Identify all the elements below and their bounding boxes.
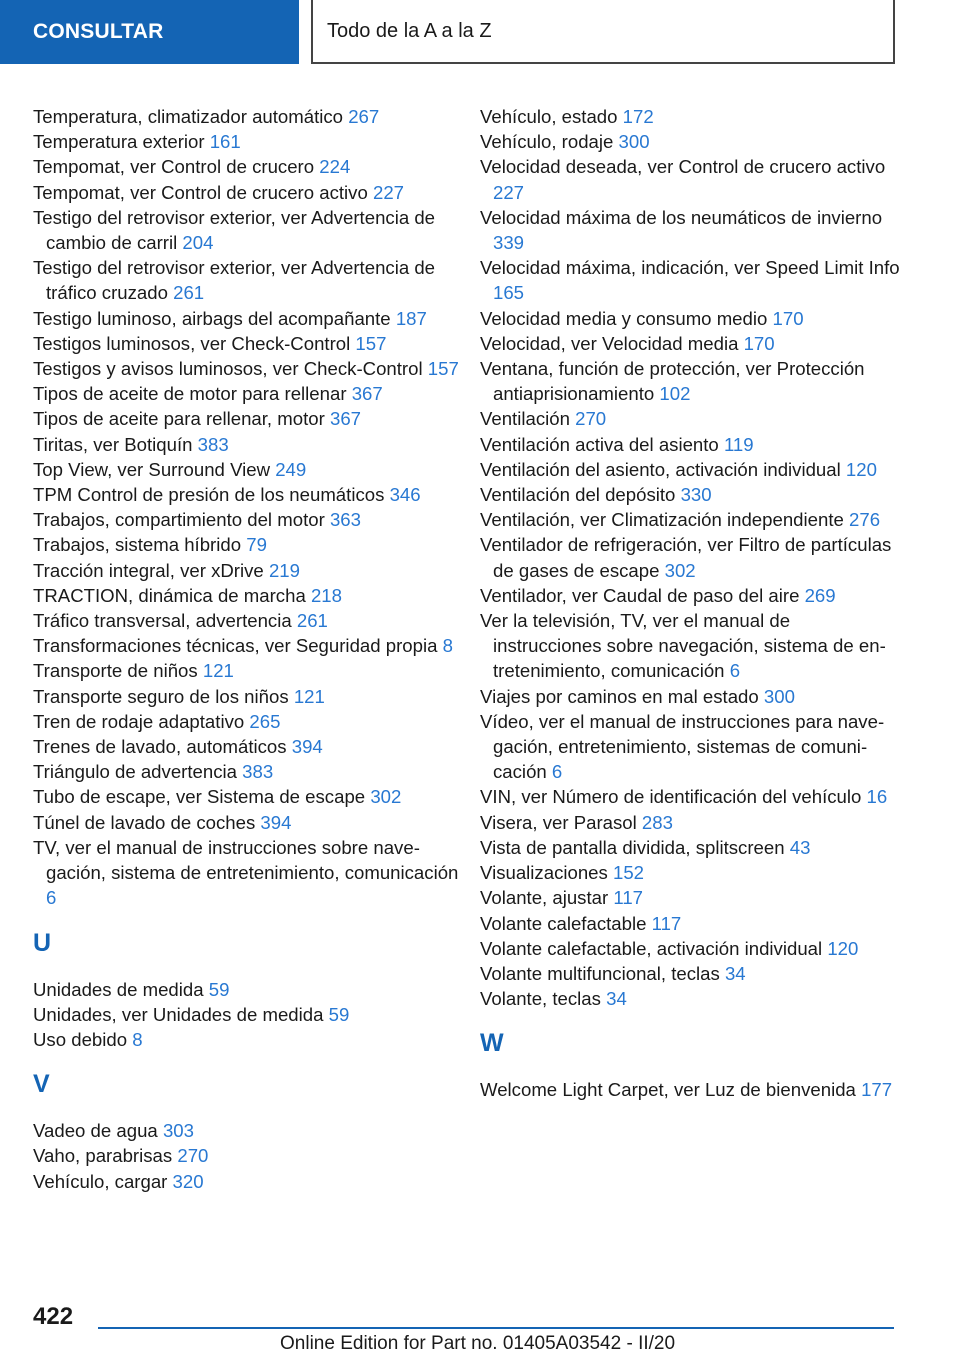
page-reference-link[interactable]: 43 bbox=[789, 836, 811, 858]
index-entry bbox=[33, 684, 463, 709]
index-entry bbox=[480, 911, 900, 936]
index-entry-text: Tempomat, ver Control de crucero bbox=[33, 156, 315, 178]
page-reference-link[interactable]: 117 bbox=[651, 912, 682, 934]
index-entry-text: Ventilador, ver Caudal de paso del aire bbox=[480, 584, 800, 606]
index-entry-text: Velocidad media y consumo medio bbox=[480, 307, 768, 329]
page-reference-link[interactable]: 267 bbox=[348, 106, 380, 127]
index-entry-text: Transporte seguro de los niños bbox=[33, 685, 289, 707]
index-entry-text: Trabajos, sistema híbrido bbox=[33, 534, 242, 556]
index-entry bbox=[33, 255, 463, 305]
index-entry-text: Vídeo, ver el manual de instrucciones para navegación, entretenimiento, sistemas de comunicación bbox=[480, 710, 885, 783]
index-entry bbox=[33, 558, 463, 583]
index-entry-text: Top View, ver Surround View bbox=[33, 458, 271, 480]
index-entry bbox=[480, 684, 900, 709]
page-reference-link[interactable]: 117 bbox=[613, 887, 644, 909]
index-entry-text: Vadeo de agua bbox=[33, 1120, 158, 1142]
index-entry bbox=[33, 835, 463, 911]
index-entry bbox=[33, 1143, 463, 1168]
index-entry bbox=[33, 658, 463, 683]
page-reference-link[interactable]: 261 bbox=[296, 610, 328, 632]
index-entry bbox=[480, 154, 900, 204]
index-entry bbox=[480, 936, 900, 961]
page-reference-link[interactable]: 302 bbox=[664, 559, 696, 581]
page-reference-link[interactable]: 367 bbox=[351, 383, 383, 405]
index-entry-text: Vista de pantalla dividida, splitscreen bbox=[480, 836, 785, 858]
index-entry-text: Tipos de aceite para rellenar, motor bbox=[33, 408, 325, 430]
page-reference-link[interactable]: 218 bbox=[310, 584, 342, 606]
page-reference-link[interactable]: 339 bbox=[493, 232, 525, 254]
index-entry bbox=[33, 129, 463, 154]
index-entry bbox=[33, 810, 463, 835]
index-entry bbox=[480, 532, 900, 582]
page-reference-link[interactable]: 6 bbox=[729, 660, 741, 682]
index-entry bbox=[33, 356, 463, 381]
index-entry bbox=[480, 860, 900, 885]
page-reference-link[interactable]: 8 bbox=[132, 1028, 143, 1050]
index-entry bbox=[33, 507, 463, 532]
index-entry-text: Vaho, parabrisas bbox=[33, 1145, 173, 1167]
index-entry-text: Tubo de escape, ver Sistema de escape bbox=[33, 786, 366, 808]
footer-divider bbox=[98, 1327, 894, 1329]
index-entry bbox=[480, 104, 900, 129]
page-reference-link[interactable]: 363 bbox=[329, 509, 361, 531]
page-reference-link[interactable]: 204 bbox=[182, 232, 214, 254]
index-entry-text: Visualizaciones bbox=[480, 862, 608, 884]
index-entry bbox=[33, 583, 463, 608]
index-entry-text: Welcome Light Carpet, ver Luz de bienvenida bbox=[480, 1079, 856, 1101]
index-entry bbox=[480, 331, 900, 356]
page-reference-link[interactable]: 177 bbox=[861, 1079, 893, 1101]
index-entry-text: Ver la televisión, TV, ver el manual de instrucciones sobre navegación, sistema de entretenimiento, comunicación bbox=[480, 610, 886, 682]
page-reference-link[interactable]: 394 bbox=[291, 736, 323, 758]
index-entry bbox=[480, 961, 900, 986]
index-entry bbox=[480, 583, 900, 608]
page-reference-link[interactable]: 170 bbox=[772, 307, 804, 329]
index-entry bbox=[480, 457, 900, 482]
page-reference-link[interactable]: 346 bbox=[389, 484, 421, 506]
index-entry-text: Visera, ver Parasol bbox=[480, 811, 637, 833]
index-entry-text: Testigos luminosos, ver Check-Control bbox=[33, 332, 351, 354]
page-reference-link[interactable]: 261 bbox=[173, 282, 205, 304]
page-reference-link[interactable]: 34 bbox=[606, 988, 627, 1010]
index-entry bbox=[33, 154, 463, 179]
page-reference-link[interactable]: 165 bbox=[493, 282, 525, 304]
index-entry bbox=[33, 1002, 463, 1027]
index-entry-text: Volante calefactable bbox=[480, 912, 647, 934]
page-reference-link[interactable]: 59 bbox=[328, 1003, 350, 1025]
page-reference-link[interactable]: 394 bbox=[260, 811, 292, 833]
page-reference-link[interactable]: 161 bbox=[209, 131, 241, 153]
index-entry-text: Triángulo de advertencia bbox=[33, 761, 237, 783]
footer-edition: Online Edition for Part no. 01405A03542 - II/20 bbox=[280, 1333, 676, 1354]
index-entry bbox=[480, 129, 900, 154]
chapter-title: Todo de la A a la Z bbox=[327, 19, 492, 42]
section-title: CONSULTAR bbox=[33, 20, 164, 43]
index-entry-text: Túnel de lavado de coches bbox=[33, 811, 256, 833]
page-reference-link[interactable]: 224 bbox=[319, 156, 351, 178]
page-reference-link[interactable]: 227 bbox=[373, 181, 405, 203]
index-entry-text: TRACTION, dinámica de marcha bbox=[33, 584, 306, 606]
index-entry-text: Ventilador de refrigeración, ver Filtro de partículas de gases de escape bbox=[480, 534, 892, 581]
index-entry bbox=[33, 381, 463, 406]
page-reference-link[interactable]: 367 bbox=[329, 408, 362, 430]
index-entry-text: Viajes por caminos en mal estado bbox=[480, 685, 759, 707]
index-entry-text: Volante multifuncional, teclas bbox=[480, 962, 720, 984]
index-entry bbox=[33, 205, 463, 255]
page-reference-link[interactable]: 8 bbox=[442, 635, 453, 657]
page-reference-link[interactable]: 303 bbox=[162, 1120, 194, 1142]
index-entry bbox=[33, 104, 463, 129]
index-entry-text: Testigo luminoso, airbags del acompañante bbox=[33, 307, 391, 329]
page-reference-link[interactable]: 157 bbox=[355, 332, 387, 354]
index-entry bbox=[33, 331, 463, 356]
index-entry-text: Tráfico transversal, advertencia bbox=[33, 610, 292, 632]
page-reference-link[interactable]: 16 bbox=[866, 786, 888, 808]
index-entry-text: Ventana, función de protección, ver Protección antiaprisionamiento bbox=[480, 358, 865, 405]
index-entry bbox=[480, 885, 900, 910]
index-entry-text: Ventilación activa del asiento bbox=[480, 433, 719, 455]
index-entry bbox=[480, 205, 900, 255]
index-entry bbox=[33, 1169, 463, 1194]
page-reference-link[interactable]: 120 bbox=[827, 937, 859, 959]
page-reference-link[interactable]: 276 bbox=[849, 509, 881, 531]
page-reference-link[interactable]: 79 bbox=[246, 534, 267, 556]
index-entry bbox=[480, 482, 900, 507]
page-reference-link[interactable]: 34 bbox=[724, 962, 746, 984]
index-entry bbox=[33, 432, 463, 457]
index-entry bbox=[33, 532, 463, 557]
index-entry-text: Tipos de aceite de motor para rellenar bbox=[33, 383, 347, 405]
index-entry bbox=[33, 457, 463, 482]
index-entry-text: Velocidad máxima, indicación, ver Speed Limit Info bbox=[480, 257, 900, 279]
index-entry-text: Tiritas, ver Botiquín bbox=[33, 433, 193, 455]
index-entry bbox=[480, 986, 900, 1011]
index-entry bbox=[480, 835, 900, 860]
page-reference-link[interactable]: 102 bbox=[659, 383, 691, 405]
page-reference-link[interactable]: 383 bbox=[197, 433, 229, 455]
index-entry-text: Vehículo, cargar bbox=[33, 1170, 168, 1192]
page-reference-link[interactable]: 219 bbox=[268, 559, 300, 581]
index-entry-text: Temperatura, climatizador automático bbox=[33, 106, 344, 127]
index-entry-text: Testigos y avisos luminosos, ver Check-Control bbox=[33, 358, 423, 380]
page-reference-link[interactable]: 320 bbox=[172, 1170, 204, 1192]
index-entry bbox=[33, 1027, 463, 1052]
page-reference-link[interactable]: 330 bbox=[680, 484, 712, 506]
index-entry bbox=[480, 507, 900, 532]
index-entry-text: Trabajos, compartimiento del motor bbox=[33, 509, 325, 531]
index-entry bbox=[33, 180, 463, 205]
index-entry bbox=[33, 482, 463, 507]
page-reference-link[interactable]: 300 bbox=[618, 131, 650, 153]
page-reference-link[interactable]: 302 bbox=[370, 786, 402, 808]
page-reference-link[interactable]: 265 bbox=[249, 710, 281, 732]
index-entry bbox=[480, 406, 900, 431]
index-entry-text: Volante, teclas bbox=[480, 988, 601, 1010]
index-entry bbox=[480, 1077, 900, 1102]
page-reference-link[interactable]: 187 bbox=[395, 307, 427, 329]
index-entry-text: Tren de rodaje adaptativo bbox=[33, 710, 245, 732]
page-reference-link[interactable]: 172 bbox=[622, 106, 654, 127]
index-column-right bbox=[480, 104, 900, 1103]
index-entry-text: TPM Control de presión de los neumáticos bbox=[33, 484, 385, 506]
index-entry-text: Trenes de lavado, automáticos bbox=[33, 736, 287, 758]
page-reference-link[interactable]: 121 bbox=[202, 660, 234, 682]
section-tab[interactable] bbox=[0, 0, 299, 64]
index-column-left bbox=[33, 104, 463, 1194]
index-entry-text: Volante, ajustar bbox=[480, 887, 609, 909]
index-entry bbox=[33, 1118, 463, 1143]
index-entry-text: Velocidad, ver Velocidad media bbox=[480, 332, 739, 354]
page-number: 422 bbox=[33, 1303, 74, 1330]
index-entry bbox=[33, 759, 463, 784]
index-entry-text: VIN, ver Número de identificación del vehículo bbox=[480, 786, 862, 808]
index-entry bbox=[33, 977, 463, 1002]
index-entry bbox=[33, 306, 463, 331]
index-entry bbox=[480, 784, 900, 809]
index-entry-text: Ventilación, ver Climatización independiente bbox=[480, 509, 844, 531]
index-entry-text: Transporte de niños bbox=[33, 660, 198, 682]
page-reference-link[interactable]: 59 bbox=[208, 978, 230, 1000]
index-letter-heading: W bbox=[480, 1029, 504, 1058]
page-reference-link[interactable]: 270 bbox=[575, 408, 607, 430]
page-reference-link[interactable]: 152 bbox=[613, 862, 645, 884]
page-reference-link[interactable]: 6 bbox=[551, 761, 563, 783]
index-entry bbox=[33, 406, 463, 431]
page-reference-link[interactable]: 227 bbox=[493, 181, 525, 203]
page-reference-link[interactable]: 157 bbox=[427, 358, 459, 380]
index-entry bbox=[33, 784, 463, 809]
page-reference-link[interactable]: 119 bbox=[723, 433, 754, 455]
index-entry-text: Tracción integral, ver xDrive bbox=[33, 559, 264, 581]
index-entry-text: Transformaciones técnicas, ver Seguridad propia bbox=[33, 635, 438, 657]
page-reference-link[interactable]: 170 bbox=[743, 332, 775, 354]
index-entry bbox=[480, 255, 900, 305]
index-entry-text: Vehículo, estado bbox=[480, 106, 618, 127]
index-entry bbox=[480, 810, 900, 835]
index-entry-text: Temperatura exterior bbox=[33, 131, 205, 153]
index-entry bbox=[33, 734, 463, 759]
page-reference-link[interactable]: 300 bbox=[763, 685, 795, 707]
index-entry-text: Unidades, ver Unidades de medida bbox=[33, 1003, 324, 1025]
index-entry bbox=[480, 709, 900, 785]
index-entry-text: Ventilación del asiento, activación individual bbox=[480, 458, 841, 480]
page-reference-link[interactable]: 120 bbox=[845, 458, 877, 480]
page-reference-link[interactable]: 249 bbox=[275, 458, 307, 480]
index-entry bbox=[33, 709, 463, 734]
page-reference-link[interactable]: 269 bbox=[804, 584, 836, 606]
chapter-header bbox=[311, 0, 895, 64]
page-reference-link[interactable]: 283 bbox=[641, 811, 673, 833]
page-reference-link[interactable]: 383 bbox=[242, 761, 274, 783]
page-reference-link[interactable]: 6 bbox=[46, 887, 57, 909]
index-entry-text: Velocidad máxima de los neumáticos de invierno bbox=[480, 206, 883, 228]
index-entry-text: TV, ver el manual de instrucciones sobre navegación, sistema de entretenimiento, comunicación bbox=[33, 836, 459, 884]
index-entry bbox=[480, 356, 900, 406]
index-entry-text: Testigo del retrovisor exterior, ver Advertencia de tráfico cruzado bbox=[33, 257, 436, 304]
index-entry-text: Unidades de medida bbox=[33, 978, 204, 1000]
index-entry bbox=[480, 432, 900, 457]
index-entry-text: Velocidad deseada, ver Control de crucero activo bbox=[480, 156, 886, 178]
index-entry-text: Testigo del retrovisor exterior, ver Advertencia de cambio de carril bbox=[33, 206, 436, 254]
index-entry-text: Vehículo, rodaje bbox=[480, 131, 614, 153]
index-letter-heading: V bbox=[33, 1070, 50, 1099]
page-reference-link[interactable]: 121 bbox=[293, 685, 325, 707]
index-entry bbox=[480, 306, 900, 331]
index-entry-text: Uso debido bbox=[33, 1028, 128, 1050]
index-entry bbox=[480, 608, 900, 684]
index-entry-text: Volante calefactable, activación individual bbox=[480, 937, 823, 959]
index-entry bbox=[33, 608, 463, 633]
index-entry-text: Tempomat, ver Control de crucero activo bbox=[33, 181, 368, 203]
index-entry-text: Ventilación bbox=[480, 408, 570, 430]
index-entry bbox=[33, 633, 463, 658]
index-letter-heading: U bbox=[33, 928, 52, 957]
index-entry-text: Ventilación del depósito bbox=[480, 484, 676, 506]
page-reference-link[interactable]: 270 bbox=[177, 1145, 209, 1167]
